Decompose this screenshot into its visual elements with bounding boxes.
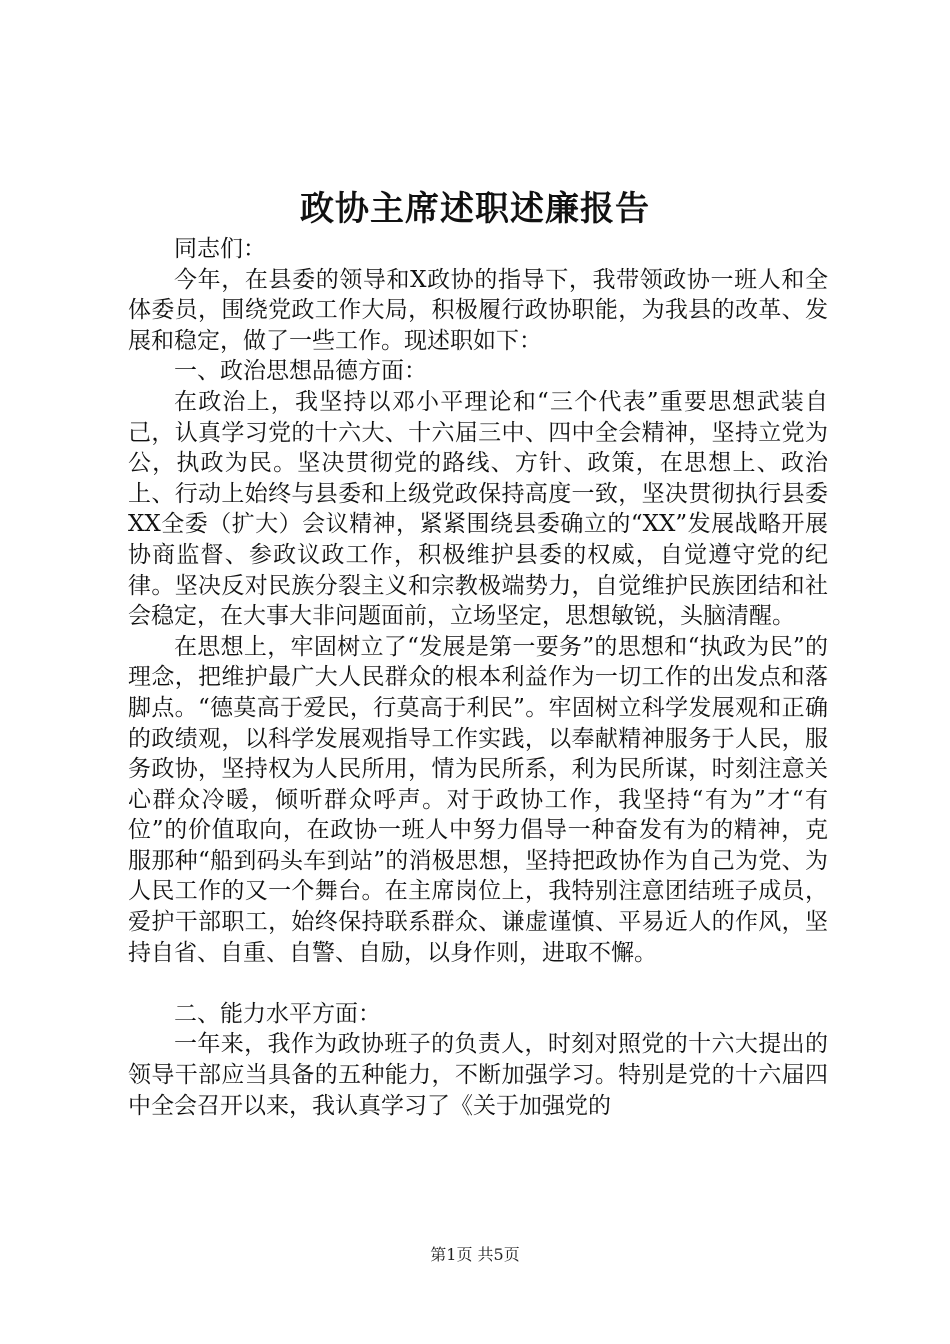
section-1-paragraph-2: 在思想上，牢固树立了“发展是第一要务”的思想和“执政为民”的理念，把维护最广大人民群众的根本利益作为一切工作的出发点和落脚点。“德莫高于爱民，行莫高于利民”。牢固树立科学发展观和正确的政绩观，以科学发展观指导工作实践，以奉献精神服务于人民，服务政协，坚持权为人民所用，情为民所系，利为民所谋，时刻注意关心群众冷暖，倾听群众呼声。对于政协工作，我坚持“有为”才“有位”的价值取向，在政协一班人中努力倡导一种奋发有为的精神，克服那种“船到码头车到站”的消极思想，坚持把政协作为自己为党、为人民工作的又一个舞台。在主席岗位上，我特别注意团结班子成员，爱护干部职工，始终保持联系群众、谦虚谨慎、平易近人的作风，坚持自省、自重、自警、自励，以身作则，进取不懈。 [128,633,828,966]
section-1-heading: 一、政治思想品德方面： [174,358,427,385]
section-2-paragraph-1: 一年来，我作为政协班子的负责人，时刻对照党的十六大提出的领导干部应当具备的五种能力，不断加强学习。特别是党的十六届四中全会召开以来，我认真学习了《关于加强党的 [128,1031,828,1119]
salutation: 同志们： [174,236,266,262]
section-2-heading: 二、能力水平方面： [174,1000,381,1027]
section-1-paragraph-1: 在政治上，我坚持以邓小平理论和“三个代表”重要思想武装自己，认真学习党的十六大、十六届三中、四中全会精神，坚持立党为公，执政为民。坚决贯彻党的路线、方针、政策，在思想上、政治上、行动上始终与县委和上级党政保持高度一致，坚决贯彻执行县委XX全委（扩大）会议精神，紧紧围绕县委确立的“XX”发展战略开展协商监督、参政议政工作，积极维护县委的权威，自觉遵守党的纪律。坚决反对民族分裂主义和宗教极端势力，自觉维护民族团结和社会稳定，在大事大非问题面前，立场坚定，思想敏锐，头脑清醒。 [128,388,828,630]
paragraph-gap [128,968,828,999]
intro-paragraph: 今年，在县委的领导和X政协的指导下，我带领政协一班人和全体委员，围绕党政工作大局，积极履行政协职能，为我县的改革、发展和稳定，做了一些工作。现述职如下： [128,266,828,354]
document-body [128,234,828,1121]
document-title: 政协主席述职述廉报告 [300,189,650,229]
page-number: 第1页 共5页 [430,1245,520,1264]
